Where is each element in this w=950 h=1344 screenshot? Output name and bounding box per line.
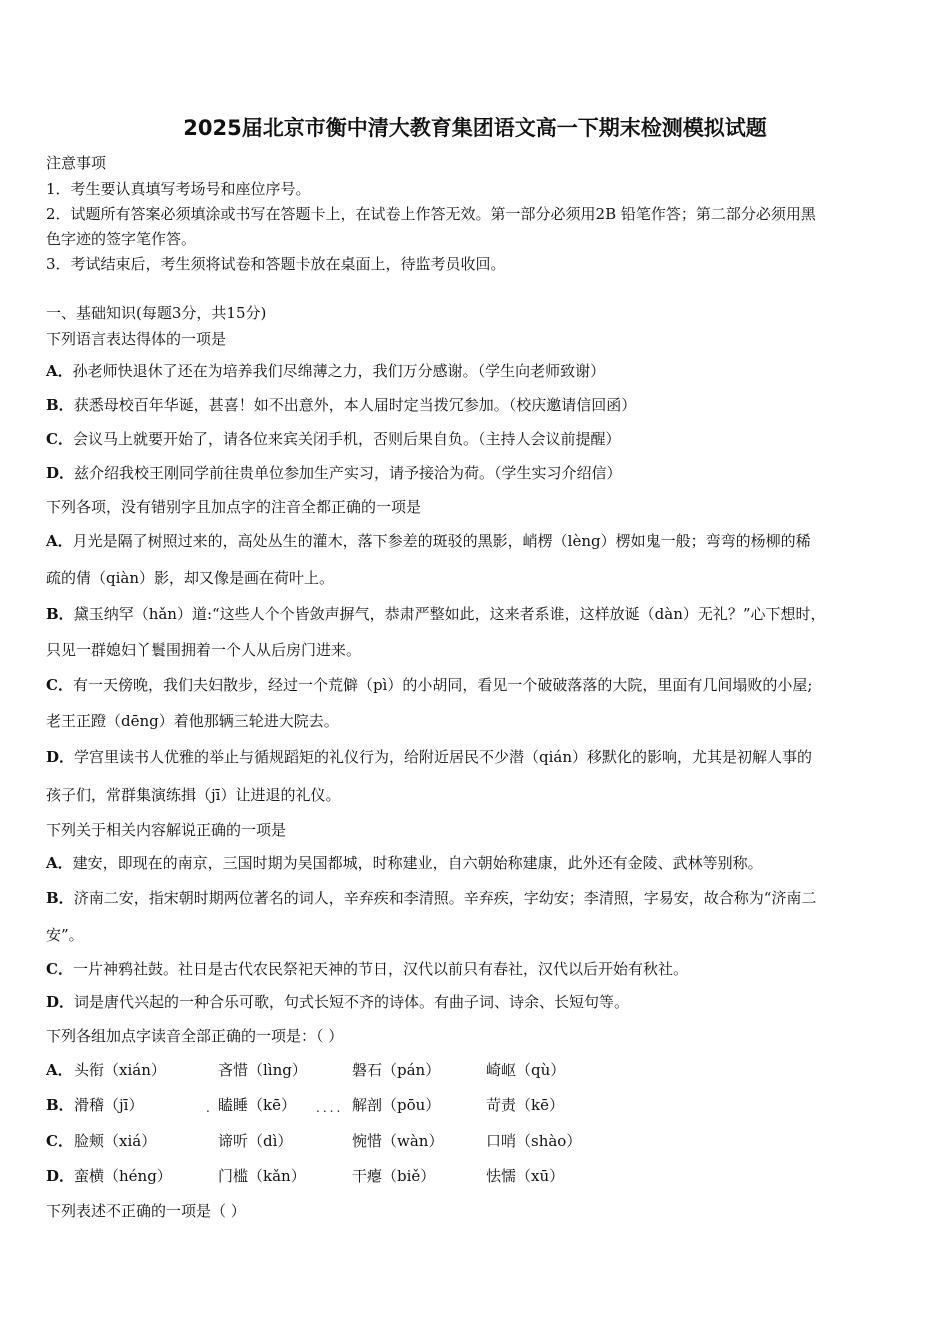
option-row [46,428,620,449]
notice-item: 1．考生要认真填写考场号和座位序号。 [46,180,311,198]
option-letter: D． [46,993,75,1011]
option-letter: A． [46,1061,73,1079]
option-text: 黛玉纳罕（hǎn）道:“这些人个个皆敛声摒气，恭肃严整如此，这来者系谁，这样放诞（dàn）无礼？”心下想时， [73,605,826,623]
option-row [46,991,629,1012]
option-letter: C． [46,676,73,694]
notice-item: 2．试题所有答案必须填涂或书写在答题卡上，在试卷上作答无效。第一部分必须用2B 铅笔作答；第二部分必须用黑 [46,205,816,223]
pinyin-cell: 蛮横（héng） [74,1167,172,1185]
pinyin-cell: 惋惜（wàn） [352,1132,444,1150]
pinyin-cell: 吝惜（lìng） [218,1061,307,1079]
option-text: 有一天傍晚，我们夫妇散步，经过一个荒僻（pì）的小胡同，看见一个破破落落的大院，里面有几间塌败的小屋; [72,676,813,694]
option-row [46,360,605,381]
option-row [46,603,826,624]
option-letter: B． [46,1096,74,1114]
pinyin-cell: 苛责（kē） [486,1096,564,1114]
option-row [46,462,622,483]
pinyin-cell: 解剖（pōu） [352,1096,441,1114]
option-letter: B． [46,889,74,907]
pinyin-cell: 口哨（shào） [486,1132,582,1150]
option-letter: D． [46,748,75,766]
emphasis-dot: . [206,1101,210,1115]
option-text: 会议马上就要开始了，请各位来宾关闭手机，否则后果自负。（主持人会议前提醒） [72,430,621,448]
option-letter: B． [46,605,74,623]
option-row [46,958,688,979]
option-text: 学宫里读书人优雅的举止与循规蹈矩的礼仪行为，给附近居民不少潜（qián）移默化的影响，尤其是初解人事的 [74,748,813,766]
option-letter: A． [46,854,73,872]
notice-item: 色字迹的签字笔作答。 [46,230,197,248]
option-row [46,746,812,767]
pinyin-cell: 滑稽（jī） [74,1096,144,1114]
option-letter: C． [46,960,73,978]
option-row [46,887,816,908]
section-heading: 一、基础知识(每题3分，共15分) [46,304,267,322]
option-continuation: 疏的倩（qiàn）影，却又像是画在荷叶上。 [46,569,335,587]
pinyin-cell: 崎岖（qù） [486,1061,566,1079]
option-row [46,852,763,873]
option-letter: D． [46,464,75,482]
option-letter: A． [46,532,73,550]
option-text: 获悉母校百年华诞，甚喜！如不出意外，本人届时定当拨冗参加。（校庆邀请信回函） [73,396,637,414]
notice-item: 3．考试结束后，考生须将试卷和答题卡放在桌面上，待监考员收回。 [46,255,506,273]
option-text: 一片神鸦社鼓。社日是古代农民祭祀天神的节日，汉代以前只有春社，汉代以后开始有秋社。 [72,960,688,978]
pinyin-cell: 谛听（dì） [218,1132,293,1150]
option-continuation: 安”。 [46,926,84,944]
emphasis-dots: .... [316,1101,344,1115]
option-letter: A． [46,362,73,380]
option-text: 孙老师快退休了还在为培养我们尽绵薄之力，我们万分感谢。（学生向老师致谢） [72,362,606,380]
pinyin-cell: 磐石（pán） [352,1061,441,1079]
option-text: 月光是隔了树照过来的，高处丛生的灌木，落下参差的斑驳的黑影，峭楞（lèng）楞如鬼一般；弯弯的杨柳的稀 [72,532,811,550]
option-row [46,530,811,551]
option-continuation: 孩子们，常群集演练揖（jī）让进退的礼仪。 [46,786,341,804]
pinyin-cell: 脸颊（xiá） [74,1132,157,1150]
option-text: 济南二安，指宋朝时期两位著名的词人，辛弃疾和李清照。辛弃疾，字幼安；李清照，字易安，故合称为“济南二 [73,889,817,907]
pinyin-cell: 头衔（xián） [74,1061,166,1079]
option-row [46,394,636,415]
option-continuation: 老王正蹬（dēng）着他那辆三轮进大院去。 [46,712,339,730]
option-text: 建安，即现在的南京，三国时期为吴国都城，时称建业，自六朝始称建康，此外还有金陵、武林等别称。 [72,854,763,872]
option-letter: C． [46,1132,73,1150]
option-text: 兹介绍我校王刚同学前往贵单位参加生产实习，请予接洽为荷。（学生实习介绍信） [74,464,622,482]
question-stem: 下列各项，没有错别字且加点字的注音全都正确的一项是 [46,498,422,516]
option-letter: C． [46,430,73,448]
pinyin-cell: 门槛（kǎn） [218,1167,306,1185]
question-stem: 下列关于相关内容解说正确的一项是 [46,821,287,839]
pinyin-cell: 干瘪（biě） [352,1167,436,1185]
notice-heading: 注意事项 [46,154,107,172]
option-continuation: 只见一群媳妇丫鬟围拥着一个人从后房门进来。 [46,641,362,659]
option-text: 词是唐代兴起的一种合乐可歌，句式长短不齐的诗体。有曲子词、诗余、长短句等。 [74,993,630,1011]
option-letter: D． [46,1167,75,1185]
option-letter: B． [46,396,74,414]
pinyin-cell: 瞌睡（kē） [218,1096,296,1114]
option-row [46,674,812,695]
question-stem: 下列语言表达得体的一项是 [46,330,227,348]
page-title: 2025届北京市衡中清大教育集团语文高一下期末检测模拟试题 [183,116,767,140]
question-stem: 下列各组加点字读音全部正确的一项是：（ ） [46,1027,344,1045]
question-stem: 下列表述不正确的一项是（ ） [46,1202,246,1220]
pinyin-cell: 怯懦（xū） [486,1167,565,1185]
